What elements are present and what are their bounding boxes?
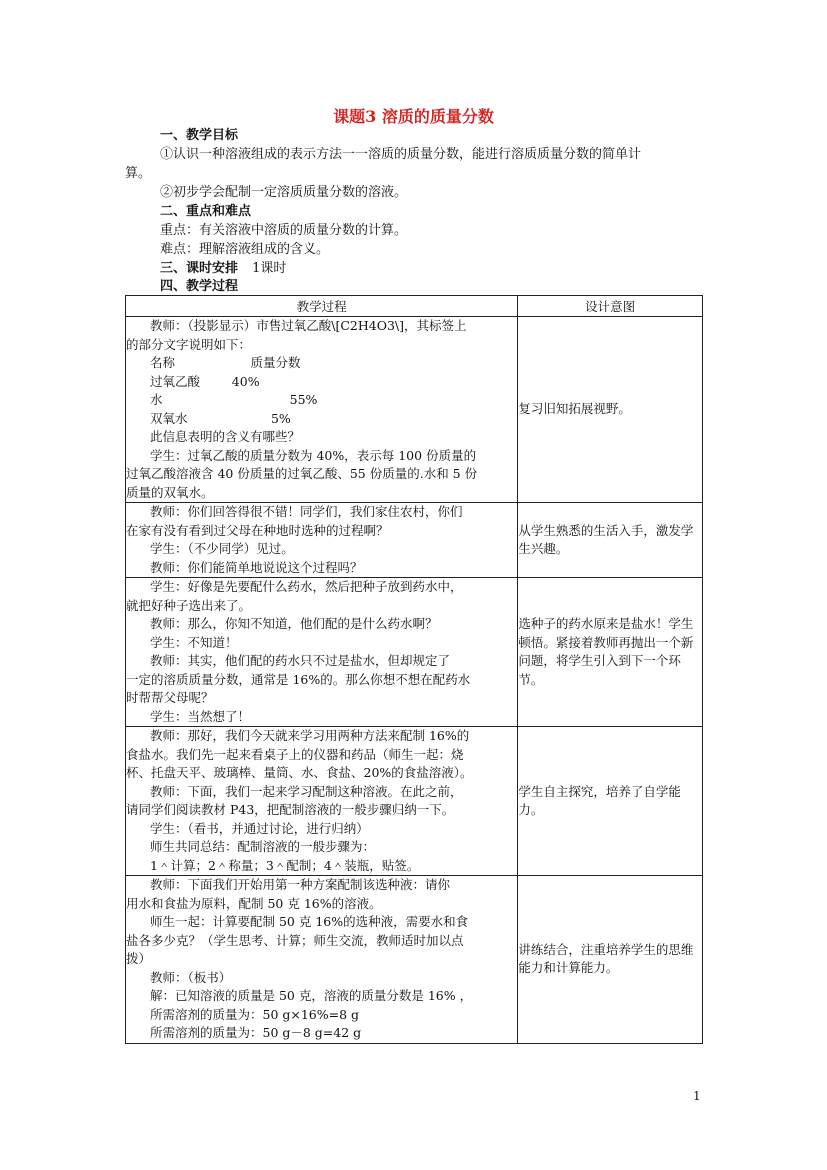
process-line: 教师：你们回答得很不错！同学们，我们家住农村，你们 [150, 504, 463, 519]
process-line: 学生：（不少同学）见过。 [150, 541, 294, 556]
intent-cell [518, 317, 703, 503]
intent-text: 讲练结合，注重培养学生的思维能力和计算能力。 [518, 941, 694, 976]
process-line: 名称 质量分数 [150, 355, 301, 370]
goal-1-line-2: 算。 [125, 166, 152, 181]
process-line: 所需溶剂的质量为：50 g－8 g=42 g [150, 1025, 362, 1040]
key-heading: 二、重点和难点 [160, 204, 252, 219]
process-line: 解：已知溶液的质量是 50 克，溶液的质量分数是 16% ， [150, 988, 473, 1003]
process-line: 教师：那么，你知不知道，他们配的是什么药水啊？ [150, 616, 438, 631]
table-row [126, 876, 703, 1044]
key-point: 重点：有关溶液中溶质的质量分数的计算。 [160, 223, 408, 238]
process-line: 学生：好像是先要配什么药水，然后把种子放到药水中， [150, 579, 463, 594]
process-line: 双氧水 5% [150, 410, 291, 426]
process-line: 师生共同总结：配制溶液的一般步骤为： [150, 839, 376, 854]
process-line: 学生：过氧乙酸的质量分数为 40%，表示每 100 份质量的 [150, 447, 477, 463]
table-header-row [126, 296, 703, 317]
process-line: 教师：（投影显示）市售过氧乙酸\[C2H4O3\]，其标签上 [150, 318, 467, 333]
process-line: 用水和食盐为原料，配制 50 克 16%的溶液。 [126, 895, 382, 911]
process-cell [126, 876, 518, 1044]
process-line: 教师：你们能简单地说说这个过程吗？ [150, 559, 363, 575]
intent-cell [518, 578, 703, 727]
process-line: 在家有没有看到过父母在种地时选种的过程啊？ [126, 522, 389, 538]
lesson-table [125, 295, 703, 1044]
process-line: 教师：下面，我们一起来学习配制这种溶液。在此之前， [150, 783, 463, 799]
process-cell [126, 317, 518, 503]
goal-1-line-1: ①认识一种溶液组成的表示方法一一溶质的质量分数，能进行溶质质量分数的简单计 [160, 147, 642, 162]
goal-2: ②初步学会配制一定溶质质量分数的溶液。 [160, 185, 408, 200]
process-line: 请同学们阅读教材 P43，把配制溶液的一般步骤归纳一下。 [126, 802, 455, 817]
process-line: 的部分文字说明如下： [126, 336, 252, 352]
process-line: 过氧乙酸溶液含 40 份质量的过氧乙酸、55 份质量的.水和 5 份 [126, 466, 478, 481]
table-row [126, 727, 703, 876]
process-line: 学生：（看书，并通过讨论，进行归纳） [150, 820, 369, 836]
process-line: 时帮帮父母呢？ [126, 690, 214, 705]
intent-text: 学生自主探究，培养了自学能力。 [518, 783, 681, 817]
process-line: 教师：那好，我们今天就来学习用两种方法来配制 16%的 [150, 728, 470, 743]
intent-text: 复习旧知拓展视野。 [518, 401, 631, 417]
page-number: 1 [693, 1089, 701, 1103]
process-line: 一定的溶质质量分数，通常是 16%的。那么你想不想在配药水 [126, 671, 471, 687]
intent-cell [518, 876, 703, 1044]
schedule-heading: 三、课时安排 [160, 261, 239, 276]
process-line: 质量的双氧水。 [126, 484, 214, 500]
process-line: 杯、托盘天平、玻璃棒、量筒、水、食盐、20%的食盐溶液）。 [126, 765, 473, 780]
process-line: 教师：下面我们开始用第一种方案配制该选种液：请你 [150, 877, 451, 892]
process-line: 食盐水。我们先一起来看桌子上的仪器和药品（师生一起：烧 [126, 746, 464, 762]
process-line: 1＾计算；2＾称量；3＾配制；4＾装瓶，贴签。 [150, 857, 420, 873]
process-line: 学生：当然想了！ [150, 708, 251, 724]
process-cell [126, 578, 518, 727]
intent-cell [518, 727, 703, 876]
process-line: 师生一起：计算要配制 50 克 16%的选种液，需要水和食 [150, 914, 469, 929]
process-heading: 四、教学过程 [160, 279, 239, 294]
difficulty-point: 难点：理解溶液组成的含义。 [160, 242, 330, 257]
process-line: 盐各多少克？（学生思考、计算；师生交流，教师适时加以点 [126, 932, 464, 948]
intent-text: 选种子的药水原来是盐水！学生顿悟。紧接着教师再抛出一个新问题，将学生引入到下一个环节。 [518, 616, 694, 687]
process-line: 学生：不知道！ [150, 634, 238, 650]
process-line: 所需溶剂的质量为：50 g×16%=8 g [150, 1006, 360, 1022]
header-process: 教学过程 [126, 296, 518, 317]
process-cell [126, 727, 518, 876]
process-line: 教师：其实，他们配的药水只不过是盐水，但却规定了 [150, 653, 451, 668]
schedule [160, 259, 286, 278]
table-row [126, 578, 703, 727]
table-row [126, 503, 703, 578]
process-line: 就把好种子选出来了。 [126, 597, 252, 613]
header-intent: 设计意图 [518, 296, 703, 317]
page-title: 课题3 溶质的质量分数 [333, 107, 494, 126]
table-row [126, 317, 703, 503]
process-line: 过氧乙酸 40% [150, 373, 260, 389]
intent-text: 从学生熟悉的生活入手，激发学生兴趣。 [518, 522, 694, 556]
process-line: 拨） [126, 951, 152, 966]
process-cell [126, 503, 518, 578]
schedule-value: 1课时 [252, 261, 287, 276]
process-line: 水 55% [150, 392, 318, 407]
intent-cell [518, 503, 703, 578]
process-line: 此信息表明的含义有哪些？ [150, 429, 301, 444]
goals-heading: 一、教学目标 [160, 128, 239, 143]
process-line: 教师：（板书） [150, 969, 232, 985]
